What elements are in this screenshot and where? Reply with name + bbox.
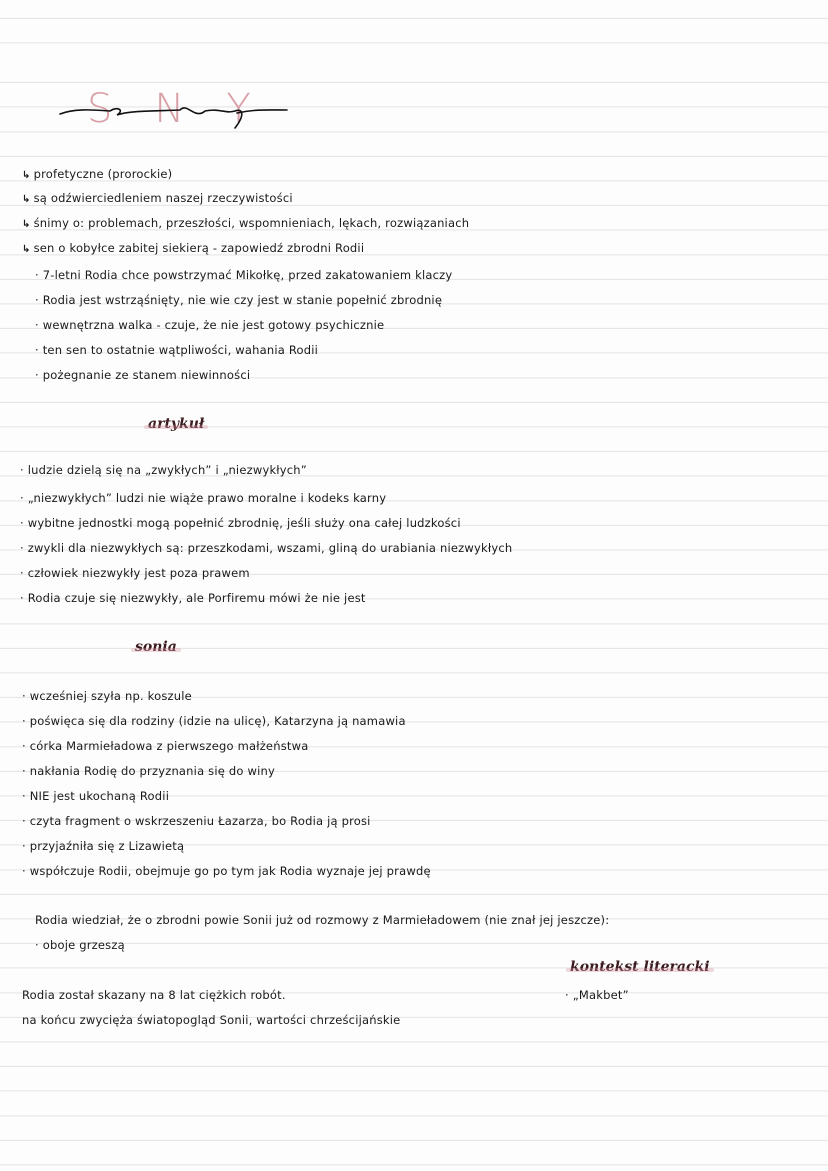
list-item: · wewnętrzna walka - czuje, że nie jest gotowy psychicznie — [35, 318, 385, 332]
item-text: Rodia czuje się niezwykły, ale Porfiremu mówi że nie jest — [27, 591, 366, 605]
item-text: śnimy o: problemach, przeszłości, wspomnieniach, lękach, rozwiązaniach — [33, 216, 470, 230]
section-heading-sonia: sonia — [135, 639, 177, 655]
list-item: · „Makbet” — [565, 988, 629, 1002]
list-item: · 7-letni Rodia chce powstrzymać Mikołkę, przed zakatowaniem klaczy — [35, 268, 453, 282]
list-item: · ludzie dzielą się na „zwykłych” i „niezwykłych” — [20, 463, 307, 477]
list-item: · człowiek niezwykły jest poza prawem — [20, 566, 250, 580]
list-item: · Rodia jest wstrząśnięty, nie wie czy jest w stanie popełnić zbrodnię — [35, 293, 443, 307]
closing-note: Rodia wiedział, że o zbrodni powie Sonii już od rozmowy z Marmieładowem (nie znał jej jeszcze): — [35, 913, 610, 927]
item-text: córka Marmieładowa z pierwszego małżeństwa — [29, 739, 309, 753]
page-title — [55, 80, 295, 135]
list-item — [22, 240, 364, 258]
item-text: oboje grzeszą — [42, 938, 125, 952]
list-item: · wybitne jednostki mogą popełnić zbrodnię, jeśli służy ona całej ludzkości — [20, 516, 461, 530]
list-item — [22, 215, 469, 233]
list-item: · poświęca się dla rodziny (idzie na ulicę), Katarzyna ją namawia — [22, 714, 406, 728]
item-text: Rodia jest wstrząśnięty, nie wie czy jest w stanie popełnić zbrodnię — [42, 293, 443, 307]
arrow-icon: ↳ — [22, 219, 31, 230]
item-text: przyjaźniła się z Lizawietą — [29, 839, 185, 853]
list-item — [22, 190, 293, 208]
item-text: nakłania Rodię do przyznania się do winy — [29, 764, 275, 778]
item-text: wewnętrzna walka - czuje, że nie jest gotowy psychicznie — [42, 318, 385, 332]
list-item: · Rodia czuje się niezwykły, ale Porfiremu mówi że nie jest — [20, 591, 366, 605]
item-text: sen o kobyłce zabitej siekierą - zapowiedź zbrodni Rodii — [33, 241, 365, 255]
list-item: · zwykli dla niezwykłych są: przeszkodami, wszami, gliną do urabiania niezwykłych — [20, 541, 513, 555]
item-text: NIE jest ukochaną Rodii — [29, 789, 170, 803]
list-item: · przyjaźniła się z Lizawietą — [22, 839, 185, 853]
item-text: zwykli dla niezwykłych są: przeszkodami, wszami, gliną do urabiania niezwykłych — [27, 541, 513, 555]
title-text: SNY — [87, 86, 293, 132]
closing-sentence: na końcu zwycięża światopogląd Sonii, wartości chrześcijańskie — [22, 1013, 401, 1027]
list-item: · czyta fragment o wskrzeszeniu Łazarza, bo Rodia ją prosi — [22, 814, 371, 828]
list-item: · ten sen to ostatnie wątpliwości, wahania Rodii — [35, 343, 319, 357]
item-text: pożegnanie ze stanem niewinności — [42, 368, 251, 382]
list-item — [22, 166, 172, 184]
section-heading-context: kontekst literacki — [570, 959, 710, 975]
item-text: profetyczne (prorockie) — [33, 167, 173, 181]
list-item: · NIE jest ukochaną Rodii — [22, 789, 170, 803]
item-text: „Makbet” — [572, 988, 629, 1002]
list-item: · wcześniej szyła np. koszule — [22, 689, 192, 703]
item-text: wcześniej szyła np. koszule — [29, 689, 192, 703]
item-text: człowiek niezwykły jest poza prawem — [27, 566, 250, 580]
item-text: wybitne jednostki mogą popełnić zbrodnię, jeśli służy ona całej ludzkości — [27, 516, 461, 530]
list-item: · „niezwykłych” ludzi nie wiąże prawo moralne i kodeks karny — [20, 491, 387, 505]
arrow-icon: ↳ — [22, 170, 31, 181]
closing-sentence: Rodia został skazany na 8 lat ciężkich robót. — [22, 988, 286, 1002]
section-heading-article: artykuł — [148, 416, 205, 432]
list-item: · oboje grzeszą — [35, 938, 125, 952]
item-text: czyta fragment o wskrzeszeniu Łazarza, bo Rodia ją prosi — [29, 814, 371, 828]
list-item: · nakłania Rodię do przyznania się do winy — [22, 764, 275, 778]
item-text: 7-letni Rodia chce powstrzymać Mikołkę, przed zakatowaniem klaczy — [42, 268, 453, 282]
item-text: poświęca się dla rodziny (idzie na ulicę), Katarzyna ją namawia — [29, 714, 406, 728]
item-text: współczuje Rodii, obejmuje go po tym jak Rodia wyznaje jej prawdę — [29, 864, 431, 878]
list-item: · pożegnanie ze stanem niewinności — [35, 368, 251, 382]
item-text: „niezwykłych” ludzi nie wiąże prawo moralne i kodeks karny — [27, 491, 387, 505]
arrow-icon: ↳ — [22, 244, 31, 255]
item-text: ludzie dzielą się na „zwykłych” i „niezwykłych” — [27, 463, 307, 477]
item-text: są odźwierciedleniem naszej rzeczywistości — [33, 191, 293, 205]
item-text: ten sen to ostatnie wątpliwości, wahania Rodii — [42, 343, 319, 357]
list-item: · współczuje Rodii, obejmuje go po tym jak Rodia wyznaje jej prawdę — [22, 864, 431, 878]
list-item: · córka Marmieładowa z pierwszego małżeństwa — [22, 739, 309, 753]
arrow-icon: ↳ — [22, 194, 31, 205]
